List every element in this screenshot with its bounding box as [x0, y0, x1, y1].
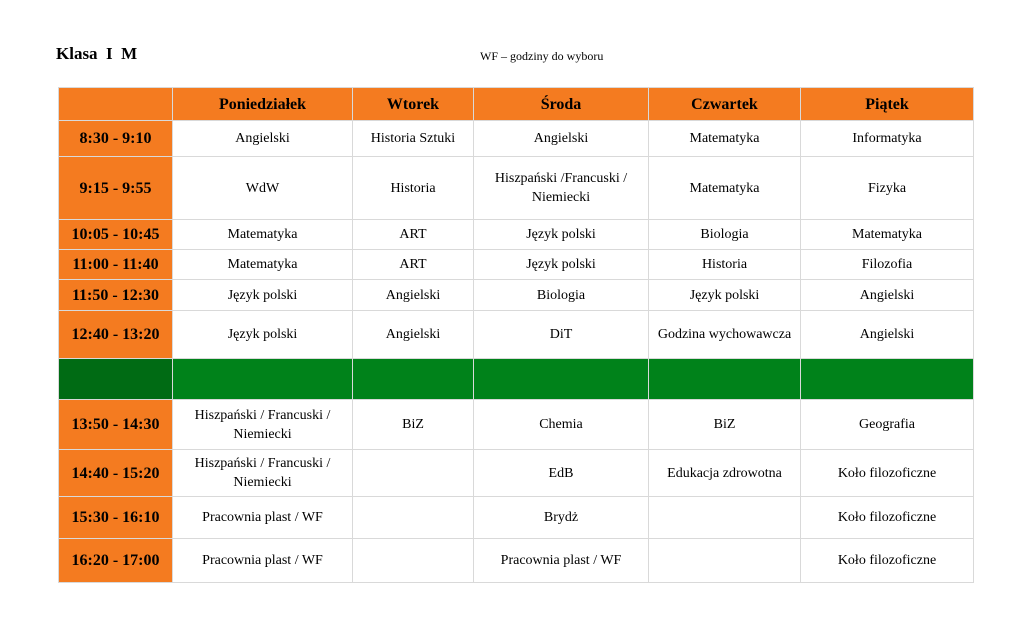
- lesson-cell: [353, 450, 474, 497]
- lesson-cell: Biologia: [649, 220, 801, 250]
- time-slot: 14:40 - 15:20: [59, 450, 173, 497]
- lesson-row: [59, 121, 974, 157]
- day-header: Piątek: [801, 88, 974, 121]
- lesson-cell: BiZ: [649, 400, 801, 450]
- time-slot: 13:50 - 14:30: [59, 400, 173, 450]
- lesson-row: [59, 311, 974, 359]
- lesson-cell: Historia Sztuki: [353, 121, 474, 157]
- lesson-cell: Geografia: [801, 400, 974, 450]
- lesson-cell: Angielski: [474, 121, 649, 157]
- lesson-cell: Matematyka: [173, 250, 353, 280]
- lesson-row: [59, 280, 974, 311]
- lesson-row: [59, 400, 974, 450]
- pe-note: WF – godziny do wyboru: [480, 49, 604, 63]
- time-slot: 8:30 - 9:10: [59, 121, 173, 157]
- lesson-cell: Język polski: [474, 250, 649, 280]
- break-cell: [801, 359, 974, 400]
- lesson-row: [59, 220, 974, 250]
- lesson-cell: ART: [353, 220, 474, 250]
- lesson-cell: Edukacja zdrowotna: [649, 450, 801, 497]
- break-cell: [649, 359, 801, 400]
- lesson-cell: Pracownia plast / WF: [173, 539, 353, 583]
- break-cell: [353, 359, 474, 400]
- lesson-row: [59, 450, 974, 497]
- lesson-cell: Pracownia plast / WF: [474, 539, 649, 583]
- lesson-cell: Matematyka: [649, 157, 801, 220]
- lesson-cell: Godzina wychowawcza: [649, 311, 801, 359]
- lesson-cell: Angielski: [801, 280, 974, 311]
- lesson-cell: BiZ: [353, 400, 474, 450]
- lesson-cell: Filozofia: [801, 250, 974, 280]
- lesson-cell: Język polski: [173, 311, 353, 359]
- lesson-row: [59, 157, 974, 220]
- lesson-cell: Hiszpański / Francuski / Niemiecki: [173, 450, 353, 497]
- lesson-cell: Koło filozoficzne: [801, 539, 974, 583]
- lesson-cell: Pracownia plast / WF: [173, 497, 353, 539]
- lesson-cell: Informatyka: [801, 121, 974, 157]
- lesson-cell: Koło filozoficzne: [801, 450, 974, 497]
- lesson-cell: ART: [353, 250, 474, 280]
- lesson-cell: Angielski: [801, 311, 974, 359]
- day-header: Wtorek: [353, 88, 474, 121]
- time-slot: 10:05 - 10:45: [59, 220, 173, 250]
- schedule-table: [58, 87, 974, 583]
- lesson-row: [59, 250, 974, 280]
- day-header: Środa: [474, 88, 649, 121]
- lesson-cell: Matematyka: [649, 121, 801, 157]
- lesson-cell: Matematyka: [801, 220, 974, 250]
- time-slot: 16:20 - 17:00: [59, 539, 173, 583]
- lesson-cell: [353, 539, 474, 583]
- lesson-cell: Biologia: [474, 280, 649, 311]
- lesson-cell: [353, 497, 474, 539]
- time-slot: 9:15 - 9:55: [59, 157, 173, 220]
- corner-cell: [59, 88, 173, 121]
- lesson-cell: Historia: [353, 157, 474, 220]
- lesson-cell: Chemia: [474, 400, 649, 450]
- time-slot: 11:50 - 12:30: [59, 280, 173, 311]
- break-cell: [59, 359, 173, 400]
- day-header-row: [59, 88, 974, 121]
- time-slot: 15:30 - 16:10: [59, 497, 173, 539]
- lesson-cell: Fizyka: [801, 157, 974, 220]
- lesson-cell: Koło filozoficzne: [801, 497, 974, 539]
- lesson-row: [59, 539, 974, 583]
- lesson-cell: WdW: [173, 157, 353, 220]
- lesson-cell: Angielski: [353, 311, 474, 359]
- lesson-cell: [649, 539, 801, 583]
- time-slot: 12:40 - 13:20: [59, 311, 173, 359]
- lesson-cell: Angielski: [353, 280, 474, 311]
- break-cell: [474, 359, 649, 400]
- lesson-cell: Matematyka: [173, 220, 353, 250]
- time-slot: 11:00 - 11:40: [59, 250, 173, 280]
- lesson-row: [59, 497, 974, 539]
- lesson-cell: Angielski: [173, 121, 353, 157]
- lesson-cell: Język polski: [173, 280, 353, 311]
- lesson-cell: [649, 497, 801, 539]
- lesson-cell: DiT: [474, 311, 649, 359]
- break-cell: [173, 359, 353, 400]
- lesson-cell: EdB: [474, 450, 649, 497]
- day-header: Czwartek: [649, 88, 801, 121]
- class-title: Klasa I M: [56, 44, 138, 63]
- lesson-cell: Hiszpański /Francuski / Niemiecki: [474, 157, 649, 220]
- lesson-cell: Język polski: [474, 220, 649, 250]
- break-row: [59, 359, 974, 400]
- lesson-cell: Hiszpański / Francuski / Niemiecki: [173, 400, 353, 450]
- lesson-cell: Historia: [649, 250, 801, 280]
- lesson-cell: Język polski: [649, 280, 801, 311]
- day-header: Poniedziałek: [173, 88, 353, 121]
- lesson-cell: Brydż: [474, 497, 649, 539]
